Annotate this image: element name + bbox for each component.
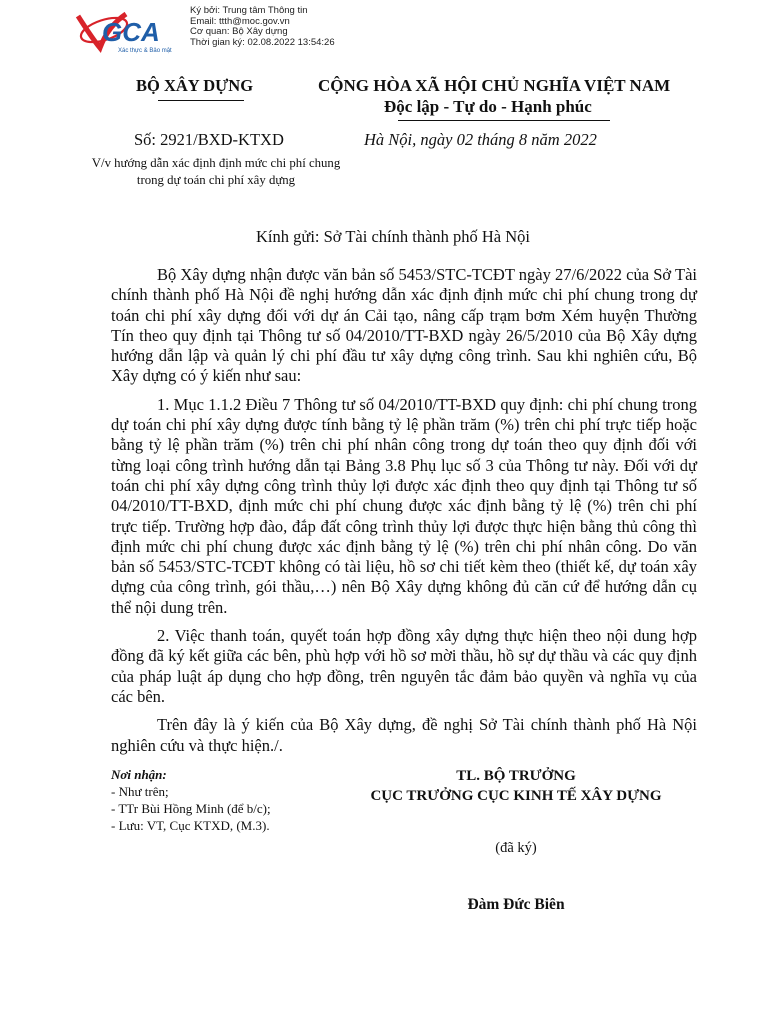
recipient-item: - Lưu: VT, Cục KTXD, (M.3). — [111, 818, 270, 833]
signer-position: CỤC TRƯỞNG CỤC KINH TẾ XÂY DỰNG — [370, 788, 662, 804]
national-title: CỘNG HÒA XÃ HỘI CHỦ NGHĨA VIỆT NAM — [318, 76, 671, 95]
svg-text:GCA: GCA — [102, 17, 160, 47]
signing-time: Thời gian ký: 02.08.2022 13:54:26 — [190, 36, 335, 48]
vgca-logo — [74, 8, 186, 54]
org-underline — [158, 100, 244, 101]
recipients-title: Nơi nhận: — [111, 767, 167, 782]
recipients-list — [111, 766, 271, 834]
recipient-item: - TTr Bùi Hồng Minh (để b/c); — [111, 801, 271, 816]
issuing-organization: BỘ XÂY DỰNG — [136, 76, 254, 95]
national-motto: Độc lập - Tự do - Hạnh phúc — [384, 97, 592, 116]
svg-text:Xác thực & Bảo mật: Xác thực & Bảo mật — [118, 48, 172, 54]
document-subject: V/v hướng dẫn xác định định mức chi phí chung trong dự toán chi phí xây dựng — [91, 156, 341, 187]
body-paragraph-1: 1. Mục 1.1.2 Điều 7 Thông tư số 04/2010/TT-BXD quy định: chi phí chung trong dự toán chi phí xây dựng được tính bằng tỷ lệ phần trăm (%) trên chi phí trực tiếp hoặc bằng tỷ lệ phần trăm (%) trên chi phí nhân công trong dự toán theo quy định đối với từng loại công trình hướng dẫn tại Bảng 3.8 Phụ lục số 3 của Thông tư này. Đối với dự toán chi phí xây dựng công trình thủy lợi được xác định theo quy định tại Thông tư số 04/2010/TT-BXD, định mức chi phí chung được xác định bằng tỷ lệ (%) trên chi phí trực tiếp. Trường hợp đào, đắp đất công trình thủy lợi được thực hiện bằng thủ công thì định mức chi phí chung được xác định bằng tỷ lệ (%) trên chi phí nhân công. Do văn bản số 5453/STC-TCĐT không có tài liệu, hồ sơ chi tiết kèm theo (thiết kế, dự toán xây dựng của công trình, gói thầu,…) nên Bộ Xây dựng không đủ căn cứ để hướng dẫn cụ thể nội dung trên. — [111, 394, 697, 617]
motto-underline — [398, 120, 610, 121]
signed-by: Ký bởi: Trung tâm Thông tin — [190, 5, 308, 16]
body-paragraph-intro: Bộ Xây dựng nhận được văn bản số 5453/STC-TCĐT ngày 27/6/2022 của Sở Tài chính thành phố Hà Nội đề nghị hướng dẫn xác định định mức chi phí chung trong dự toán chi phí xây dựng đối với dự án Cải tạo, nâng cấp trạm bơm Xém huyện Thường Tín theo quy định tại Thông tư số 04/2010/TT-BXD ngày 26/5/2010 của Bộ Xây dựng hướng dẫn lập và quản lý chi phí đầu tư xây dựng công trình. Sau khi nghiên cứu, Bộ Xây dựng có ý kiến như sau: — [111, 265, 697, 386]
digital-signature-info — [190, 6, 335, 48]
signer-agency: Cơ quan: Bộ Xây dựng — [190, 26, 288, 38]
signer-email: Email: ttth@moc.gov.vn — [190, 15, 290, 27]
recipient-item: - Như trên; — [111, 784, 169, 799]
document-date: Hà Nội, ngày 02 tháng 8 năm 2022 — [364, 130, 597, 149]
letter-body — [111, 265, 697, 764]
signer-authority: TL. BỘ TRƯỞNG — [456, 768, 576, 784]
body-paragraph-2: 2. Việc thanh toán, quyết toán hợp đồng xây dựng thực hiện theo nội dung hợp đồng đã ký kết giữa các bên, phù hợp với hồ sơ mời thầu, hồ sự dự thầu và các quy định của pháp luật áp dụng cho hợp đồng, trên nguyên tắc đảm bảo quyền và nghĩa vụ của các bên. — [111, 626, 697, 706]
body-paragraph-closing: Trên đây là ý kiến của Bộ Xây dựng, đề nghị Sở Tài chính thành phố Hà Nội nghiên cứu và thực hiện./. — [111, 715, 697, 755]
document-number: Số: 2921/BXD-KTXD — [134, 130, 284, 149]
signed-note: (đã ký) — [495, 840, 537, 856]
recipient-line: Kính gửi: Sở Tài chính thành phố Hà Nội — [256, 227, 531, 246]
signer-name: Đàm Đức Biên — [467, 896, 565, 913]
signer-title-block — [340, 766, 692, 806]
